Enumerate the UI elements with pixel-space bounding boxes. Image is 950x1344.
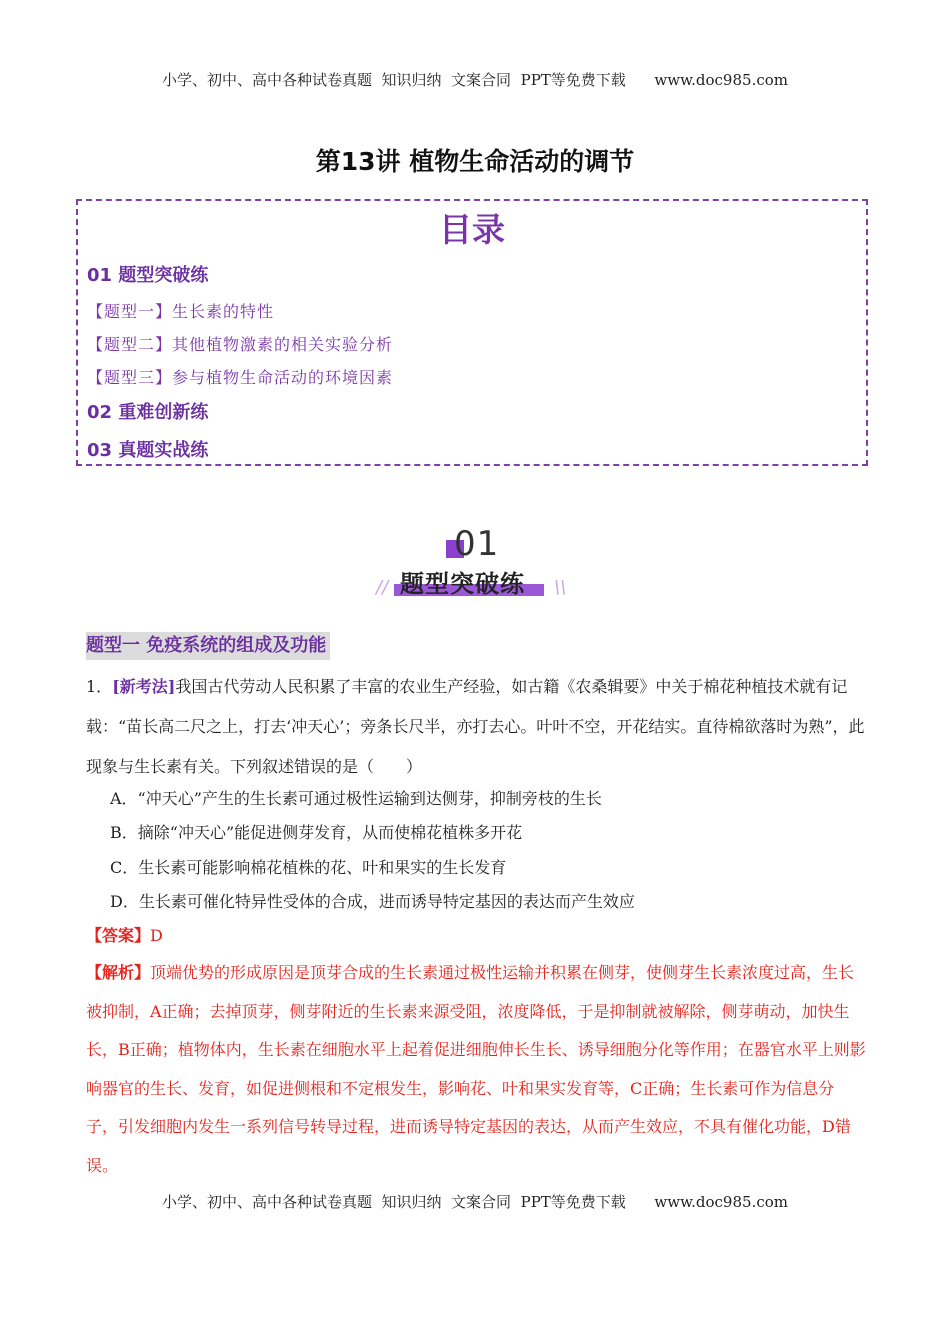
type-heading: 题型一 免疫系统的组成及功能 [86,632,330,660]
section-banner [370,522,580,612]
option-b: B．摘除“冲天心”能促进侧芽发育，从而使棉花植株多开花 [110,823,523,842]
page-title: 第13讲 植物生命活动的调节 [315,147,635,176]
page-footer: 小学、初中、高中各种试卷真题 知识归纳 文案合同 PPT等免费下载 www.doc985.com [161,1193,788,1211]
analysis-label: 【解析】 [86,963,151,982]
answer-value: D [150,926,163,945]
question-tag: [新考法] [112,677,176,696]
toc-item-01[interactable]: 01 题型突破练 [87,265,209,286]
banner-deco-left: // [376,577,389,598]
option-c: C．生长素可能影响棉花植株的花、叶和果实的生长发育 [110,858,507,877]
answer [86,923,163,946]
toc-item-type2[interactable]: 【题型二】其他植物激素的相关实验分析 [87,335,394,354]
page-header: 小学、初中、高中各种试卷真题 知识归纳 文案合同 PPT等免费下载 www.doc985.com [161,71,788,89]
toc-item-03[interactable]: 03 真题实战练 [87,440,209,461]
toc-item-02[interactable]: 02 重难创新练 [87,402,209,423]
toc-item-type3[interactable]: 【题型三】参与植物生命活动的环境因素 [87,368,394,387]
answer-label: 【答案】 [86,926,151,945]
banner-number: 01 [454,524,500,564]
analysis-text: 顶端优势的形成原因是顶芽合成的生长素通过极性运输并积累在侧芽，使侧芽生长素浓度过高，生长被抑制，A正确；去掉顶芽，侧芽附近的生长素来源受阻，浓度降低，于是抑制就被解除，侧芽萌动，加快生长，B正确；植物体内，生长素在细胞水平上起着促进细胞伸长生长、诱导细胞分化等作用；在器官水平上则影响器官的生长、发育，如促进侧根和不定根发生，影响花、叶和果实发育等，C正确；生长素可作为信息分子，引发细胞内发生一系列信号转导过程，进而诱导特定基因的表达，从而产生效应，不具有催化功能，D错误。 [86,963,866,1175]
banner-label: 题型突破练 [400,570,525,598]
table-of-contents [76,199,868,466]
question-text: 我国古代劳动人民积累了丰富的农业生产经验，如古籍《农桑辑要》中关于棉花种植技术就有记载：“苗长高二尺之上，打去‘冲天心’；旁条长尺半，亦打去心。叶叶不空，开花结实。直待棉欲落时为熟”，此现象与生长素有关。下列叙述错误的是（ ） [86,677,865,776]
question-number: 1． [86,677,113,696]
toc-title: 目录 [439,210,505,249]
option-a: A．“冲天心”产生的生长素可通过极性运输到达侧芽，抑制旁枝的生长 [110,789,602,808]
banner-deco-right: \\ [554,577,567,598]
question-stem [86,667,866,787]
analysis [86,954,866,1185]
option-d: D．生长素可催化特异性受体的合成，进而诱导特定基因的表达而产生效应 [110,892,635,911]
toc-item-type1[interactable]: 【题型一】生长素的特性 [87,302,275,321]
